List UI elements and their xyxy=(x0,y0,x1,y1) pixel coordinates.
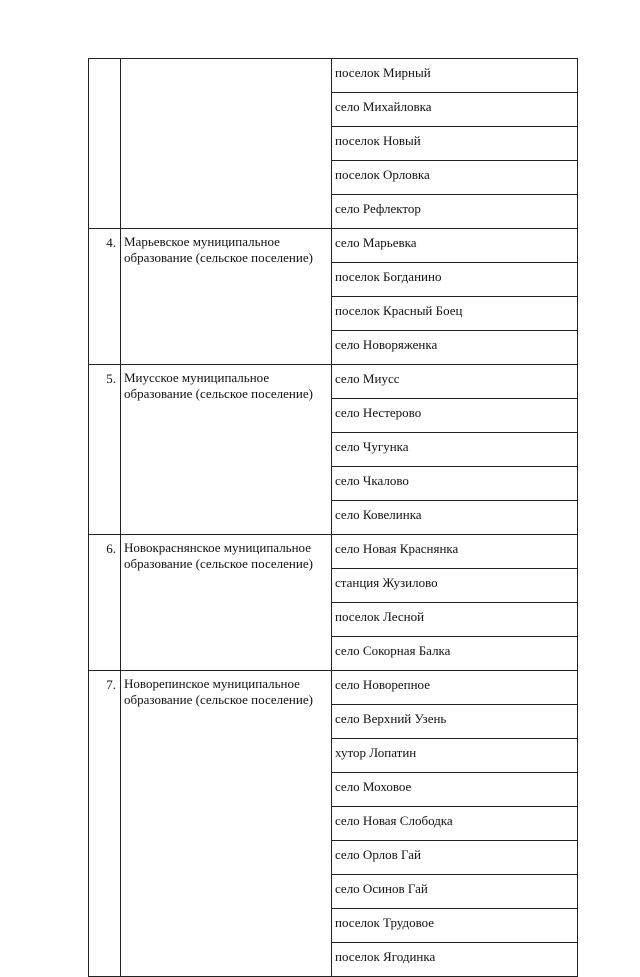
table-row xyxy=(89,671,578,705)
settlement-name: село Осинов Гай xyxy=(332,875,578,909)
settlement-name: хутор Лопатин xyxy=(332,739,578,773)
row-number: 7. xyxy=(89,671,121,977)
settlement-name: село Новая Слободка xyxy=(332,807,578,841)
table-row xyxy=(89,535,578,569)
settlement-name: станция Жузилово xyxy=(332,569,578,603)
settlement-name: поселок Ягодинка xyxy=(332,943,578,977)
row-number xyxy=(89,59,121,229)
table-row xyxy=(89,59,578,93)
settlement-name: село Верхний Узень xyxy=(332,705,578,739)
municipality-name: Новорепинское муниципальное образование (сельское поселение) xyxy=(121,671,332,977)
table-row xyxy=(89,365,578,399)
settlement-name: поселок Мирный xyxy=(332,59,578,93)
settlement-name: поселок Богданино xyxy=(332,263,578,297)
settlement-name: село Орлов Гай xyxy=(332,841,578,875)
settlement-name: село Михайловка xyxy=(332,93,578,127)
settlement-name: поселок Трудовое xyxy=(332,909,578,943)
settlement-name: село Новоряженка xyxy=(332,331,578,365)
municipality-name xyxy=(121,59,332,229)
row-number: 4. xyxy=(89,229,121,365)
row-number: 6. xyxy=(89,535,121,671)
settlement-name: село Новая Краснянка xyxy=(332,535,578,569)
settlement-name: село Чкалово xyxy=(332,467,578,501)
row-number: 5. xyxy=(89,365,121,535)
settlements-table-body xyxy=(89,59,578,977)
settlement-name: село Рефлектор xyxy=(332,195,578,229)
settlement-name: поселок Красный Боец xyxy=(332,297,578,331)
settlement-name: поселок Новый xyxy=(332,127,578,161)
settlement-name: село Ковелинка xyxy=(332,501,578,535)
settlement-name: село Миусс xyxy=(332,365,578,399)
settlement-name: село Моховое xyxy=(332,773,578,807)
settlement-name: село Марьевка xyxy=(332,229,578,263)
settlement-name: село Новорепное xyxy=(332,671,578,705)
settlements-table xyxy=(88,58,578,977)
settlement-name: село Чугунка xyxy=(332,433,578,467)
municipality-name: Марьевское муниципальное образование (сельское поселение) xyxy=(121,229,332,365)
municipality-name: Новокраснянское муниципальное образование (сельское поселение) xyxy=(121,535,332,671)
settlement-name: поселок Орловка xyxy=(332,161,578,195)
municipality-name: Миусское муниципальное образование (сельское поселение) xyxy=(121,365,332,535)
settlement-name: село Нестерово xyxy=(332,399,578,433)
settlement-name: село Сокорная Балка xyxy=(332,637,578,671)
settlement-name: поселок Лесной xyxy=(332,603,578,637)
table-row xyxy=(89,229,578,263)
